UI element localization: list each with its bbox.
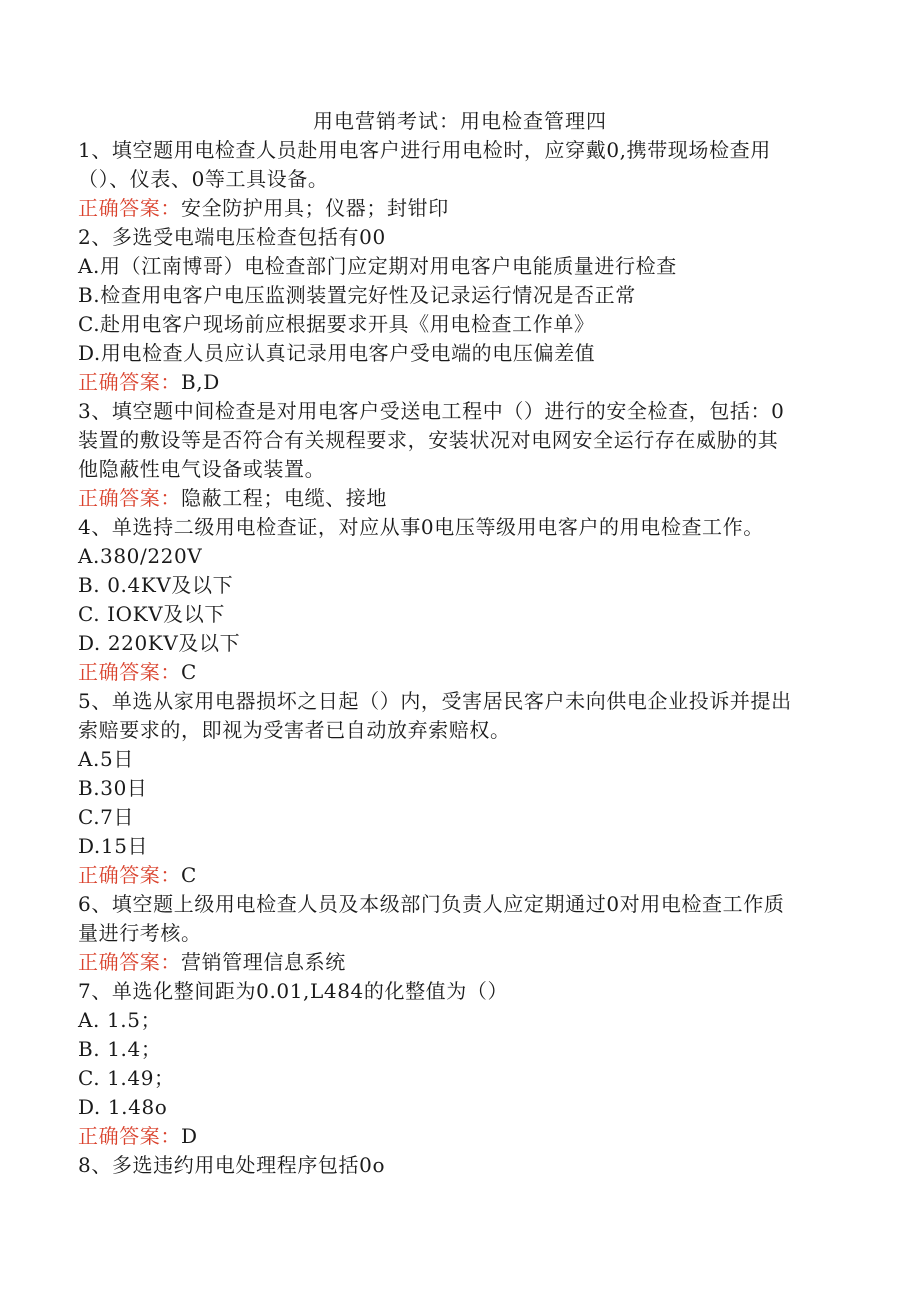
answer-value: 安全防护用具；仪器；封钳印	[181, 196, 449, 220]
answer-value: D	[181, 1124, 198, 1148]
question-line: A. 1.5；	[78, 1008, 162, 1032]
question-line: 4、单选持二级用电检查证，对应从事0电压等级用电客户的用电检查工作。	[78, 515, 764, 539]
answer-value: 隐蔽工程；电缆、接地	[181, 486, 387, 510]
question-line: （）、仪表、0等工具设备。	[78, 167, 329, 191]
question-line: 8、多选违约用电处理程序包括0o	[78, 1153, 386, 1177]
answer-line	[78, 658, 197, 687]
answer-label: 正确答案：	[78, 486, 181, 510]
answer-label: 正确答案：	[78, 196, 181, 220]
question-line: C. IOKV及以下	[78, 602, 225, 626]
question-line: A.380/220V	[78, 544, 203, 568]
question-line: B. 1.4；	[78, 1037, 162, 1061]
answer-value: 营销管理信息系统	[181, 950, 346, 974]
answer-value: C	[181, 863, 197, 887]
question-line: 1、填空题用电检查人员赴用电客户进行用电检时，应穿戴0,携带现场检查用	[78, 138, 771, 162]
answer-label: 正确答案：	[78, 660, 181, 684]
question-line: 3、填空题中间检查是对用电客户受送电工程中（）进行的安全检查，包括：0	[78, 399, 785, 423]
question-line: 量进行考核。	[78, 921, 202, 945]
answer-line	[78, 861, 197, 890]
question-line: D.15日	[78, 834, 149, 858]
question-line: 索赔要求的，即视为受害者已自动放弃索赔权。	[78, 718, 511, 742]
question-line: D. 220KV及以下	[78, 631, 241, 655]
question-line: 他隐蔽性电气设备或装置。	[78, 457, 326, 481]
question-line: C.7日	[78, 805, 135, 829]
answer-label: 正确答案：	[78, 950, 181, 974]
answer-value: C	[181, 660, 197, 684]
answer-line	[78, 368, 220, 397]
answer-line	[78, 484, 387, 513]
answer-label: 正确答案：	[78, 863, 181, 887]
question-line: 5、单选从家用电器损坏之日起（）内，受害居民客户未向供电企业投诉并提出	[78, 689, 792, 713]
question-line: B. 0.4KV及以下	[78, 573, 234, 597]
question-line: A.用（江南博哥）电检查部门应定期对用电客户电能质量进行检查	[78, 254, 677, 278]
document-title: 用电营销考试：用电检查管理四	[313, 109, 607, 133]
answer-line	[78, 1122, 198, 1151]
question-line: 装置的敷设等是否符合有关规程要求，安装状况对电网安全运行存在威胁的其	[78, 428, 779, 452]
question-line: C. 1.49；	[78, 1066, 175, 1090]
answer-value: B,D	[181, 370, 220, 394]
answer-line	[78, 948, 346, 977]
question-line: D. 1.48o	[78, 1095, 168, 1119]
question-line: 7、单选化整间距为0.01,L484的化整值为（）	[78, 979, 509, 1003]
answer-label: 正确答案：	[78, 1124, 181, 1148]
question-line: D.用电检查人员应认真记录用电客户受电端的电压偏差值	[78, 341, 596, 365]
question-line: B.30日	[78, 776, 148, 800]
question-line: B.检查用电客户电压监测装置完好性及记录运行情况是否正常	[78, 283, 636, 307]
question-line: 2、多选受电端电压检查包括有00	[78, 225, 386, 249]
question-line: A.5日	[78, 747, 134, 771]
answer-label: 正确答案：	[78, 370, 181, 394]
question-line: 6、填空题上级用电检查人员及本级部门负责人应定期通过0对用电检查工作质	[78, 892, 785, 916]
answer-line	[78, 194, 449, 223]
question-line: C.赴用电客户现场前应根据要求开具《用电检查工作单》	[78, 312, 595, 336]
